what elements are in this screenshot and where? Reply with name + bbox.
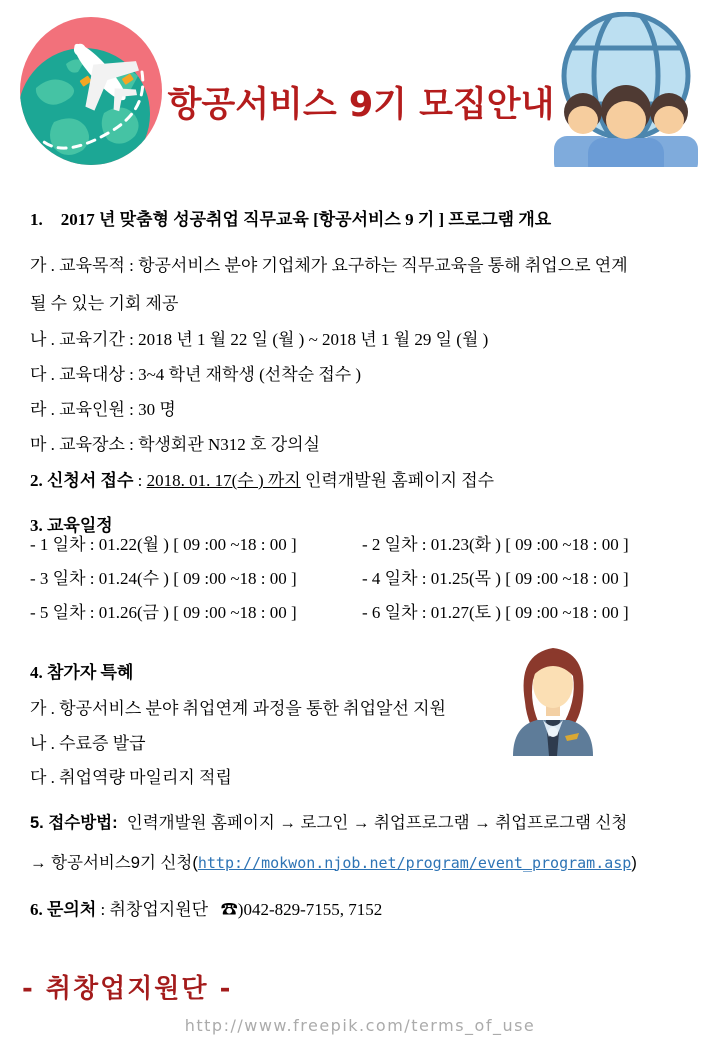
schedule-row-2 — [30, 568, 694, 589]
benefit-line2: 나 . 수료증 발급 — [30, 734, 146, 753]
section1-heading: 1. 2017 년 맞춤형 성공취업 직무교육 [항공서비스 9 기 ] 프로그램 개요 — [30, 210, 552, 229]
phone-icon-and-number: ☎)042-829-7155, 7152 — [220, 900, 383, 919]
application-deadline: 2018. 01. 17(수 ) 까지 — [146, 471, 301, 490]
freepik-credit: http://www.freepik.com/terms_of_use — [184, 1016, 536, 1035]
edu-capacity-line: 라 . 교육인원 : 30 명 — [30, 400, 176, 419]
schedule-day5: - 5 일차 : 01.26(금 ) [ 09 :00 ~18 : 00 ] — [30, 603, 297, 622]
schedule-day1: - 1 일차 : 01.22(월 ) [ 09 :00 ~18 : 00 ] — [30, 535, 297, 554]
section2-application-line: 2. 신청서 접수 : 2018. 01. 17(수 ) 까지 인력개발원 홈페이지 접수 — [30, 471, 495, 490]
schedule-day6: - 6 일차 : 01.27(토 ) [ 09 :00 ~18 : 00 ] — [362, 603, 629, 622]
flight-attendant-illustration — [505, 640, 601, 761]
signature-line: - 취창업지원단 - — [22, 974, 233, 1004]
page-title: 항공서비스 9기 모집안내 — [167, 85, 555, 126]
section2-label: 2. 신청서 접수 — [30, 471, 134, 490]
edu-purpose-line1: 가 . 교육목적 : 항공서비스 분야 기업체가 요구하는 직무교육을 통해 취업으로 연계 — [30, 256, 628, 275]
benefit-line3: 다 . 취업역량 마일리지 적립 — [30, 768, 232, 787]
section5-method-line1: 5. 접수방법: 인력개발원 홈페이지 → 로그인 → 취업프로그램 → 취업프로그램 신청 — [30, 813, 628, 832]
section4-heading: 4. 참가자 특혜 — [30, 663, 134, 682]
section5-label: 5. 접수방법: — [30, 813, 118, 832]
benefit-line1: 가 . 항공서비스 분야 취업연계 과정을 통한 취업알선 지원 — [30, 699, 446, 718]
section1-number: 1. — [30, 210, 43, 229]
edu-purpose-line2: 될 수 있는 기회 제공 — [30, 294, 179, 313]
globe-people-icon — [552, 12, 700, 172]
section6-contact-line: 6. 문의처 : 취창업지원단 ☎)042-829-7155, 7152 — [30, 900, 383, 919]
section3-heading: 3. 교육일정 — [30, 516, 113, 535]
schedule-day3: - 3 일차 : 01.24(수 ) [ 09 :00 ~18 : 00 ] — [30, 569, 297, 588]
section6-label: 6. 문의처 — [30, 900, 97, 919]
schedule-day4: - 4 일차 : 01.25(목 ) [ 09 :00 ~18 : 00 ] — [362, 569, 629, 588]
schedule-day2: - 2 일차 : 01.23(화 ) [ 09 :00 ~18 : 00 ] — [362, 535, 629, 554]
edu-place-line: 마 . 교육장소 : 학생회관 N312 호 강의실 — [30, 435, 320, 454]
section5-method-line2: → 항공서비스9기 신청(http://mokwon.njob.net/program/event_program.asp) — [30, 853, 637, 872]
edu-target-line: 다 . 교육대상 : 3~4 학년 재학생 (선착순 접수 ) — [30, 365, 362, 384]
schedule-row-1 — [30, 534, 694, 555]
globe-airplane-icon — [20, 16, 162, 171]
program-url-link[interactable]: http://mokwon.njob.net/program/event_program.asp — [197, 853, 632, 872]
edu-period-line: 나 . 교육기간 : 2018 년 1 월 22 일 (월 ) ~ 2018 년 1 월 29 일 (월 ) — [30, 330, 489, 349]
schedule-row-3 — [30, 602, 694, 623]
